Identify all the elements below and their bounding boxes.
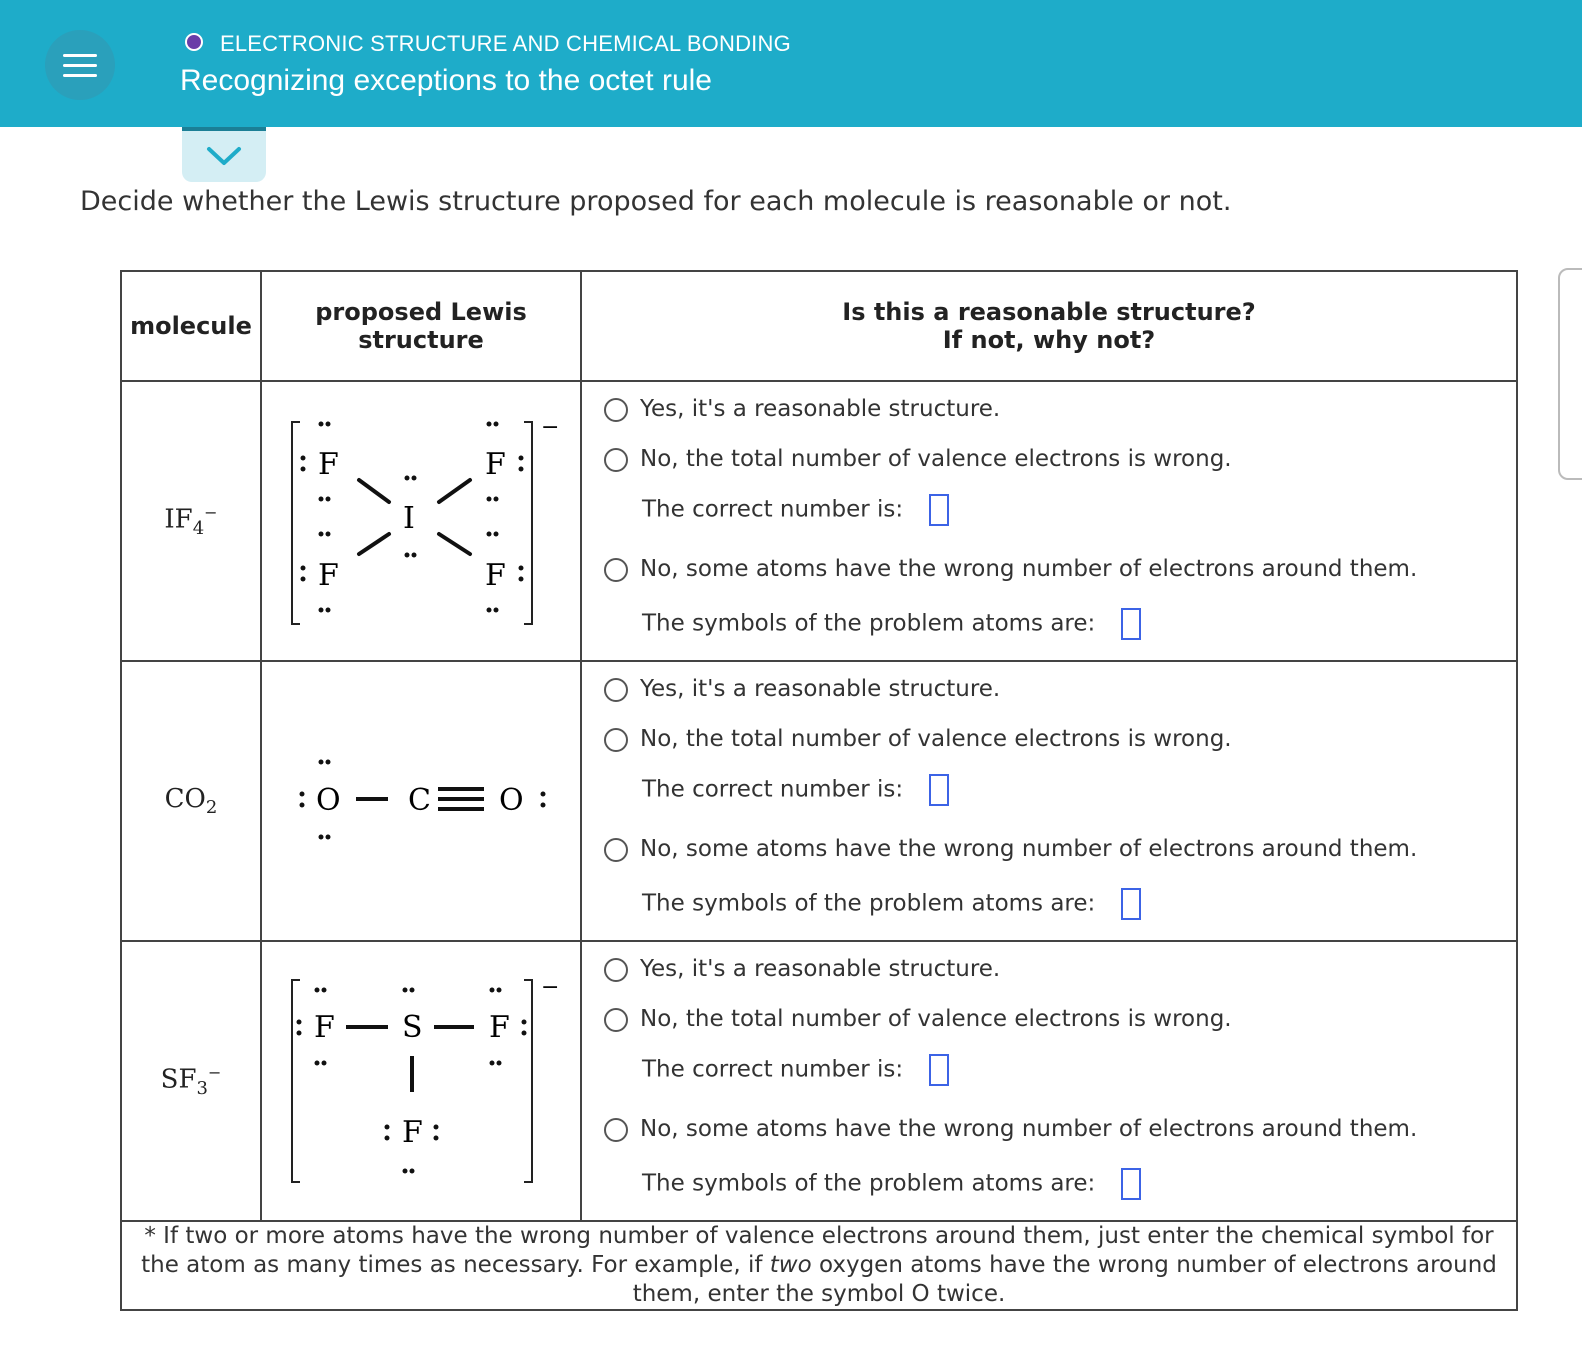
topic-label: ELECTRONIC STRUCTURE AND CHEMICAL BONDING (220, 31, 791, 56)
svg-text:S: S (402, 1010, 423, 1045)
option-yes[interactable]: Yes, it's a reasonable structure. (604, 676, 1000, 702)
correct-number-row: The correct number is: (642, 774, 949, 806)
svg-text:O: O (499, 783, 524, 818)
expand-toggle[interactable] (182, 127, 266, 182)
radio-wrong-atoms[interactable] (604, 558, 628, 582)
option-wrong-total[interactable]: No, the total number of valence electrons is wrong. (604, 726, 1232, 752)
radio-yes[interactable] (604, 678, 628, 702)
side-panel-edge[interactable] (1558, 268, 1582, 480)
option-wrong-atoms[interactable]: No, some atoms have the wrong number of electrons around them. (604, 836, 1417, 862)
topic-status-icon (185, 33, 203, 51)
molecule-formula: $SF_3^-$ (121, 941, 261, 1221)
col-header-question: Is this a reasonable structure? If not, why not? (581, 271, 1517, 381)
radio-wrong-total[interactable] (604, 448, 628, 472)
option-wrong-atoms[interactable]: No, some atoms have the wrong number of electrons around them. (604, 1116, 1417, 1142)
svg-text:F: F (314, 1010, 335, 1045)
footnote: * If two or more atoms have the wrong number of valence electrons around them, just enter the chemical symbol for the atom as many times as necessary. For example, if two oxygen atoms have the wrong number of electrons around them, enter the symbol O twice. (121, 1221, 1517, 1310)
answer-cell (581, 381, 1517, 661)
problem-atoms-row: The symbols of the problem atoms are: (642, 1168, 1141, 1200)
option-wrong-total[interactable]: No, the total number of valence electrons is wrong. (604, 446, 1232, 472)
header-bar (0, 0, 1582, 127)
radio-wrong-atoms[interactable] (604, 1118, 628, 1142)
lewis-structure (261, 661, 581, 941)
molecule-formula: $CO_2$ (121, 661, 261, 941)
hamburger-icon (63, 54, 97, 57)
correct-number-row: The correct number is: (642, 494, 949, 526)
problem-atoms-row: The symbols of the problem atoms are: (642, 608, 1141, 640)
svg-text:F: F (489, 1010, 510, 1045)
answer-cell (581, 941, 1517, 1221)
radio-wrong-total[interactable] (604, 728, 628, 752)
col-header-molecule: molecule (121, 271, 261, 381)
radio-yes[interactable] (604, 398, 628, 422)
menu-button[interactable] (45, 30, 115, 100)
molecule-formula: $IF_4^-$ (121, 381, 261, 661)
correct-number-input[interactable] (929, 1054, 949, 1086)
col-header-lewis: proposed Lewis structure (261, 271, 581, 381)
svg-text:C: C (408, 783, 431, 818)
lewis-structure (261, 381, 581, 661)
svg-text:−: − (541, 415, 560, 440)
correct-number-row: The correct number is: (642, 1054, 949, 1086)
lewis-structure (261, 941, 581, 1221)
table-row (121, 381, 1517, 661)
problem-atoms-input[interactable] (1121, 888, 1141, 920)
table-row (121, 661, 1517, 941)
chevron-down-icon (206, 145, 242, 167)
answer-cell (581, 661, 1517, 941)
correct-number-input[interactable] (929, 494, 949, 526)
svg-text:O: O (316, 783, 341, 818)
radio-wrong-total[interactable] (604, 1008, 628, 1032)
footnote-row (121, 1221, 1517, 1310)
table-header-row (121, 271, 1517, 381)
problem-atoms-input[interactable] (1121, 608, 1141, 640)
problem-atoms-row: The symbols of the problem atoms are: (642, 888, 1141, 920)
option-wrong-atoms[interactable]: No, some atoms have the wrong number of electrons around them. (604, 556, 1417, 582)
svg-text:F: F (485, 447, 506, 482)
lewis-diagram-co2 (262, 662, 580, 936)
problem-atoms-input[interactable] (1121, 1168, 1141, 1200)
lewis-diagram-if4 (262, 382, 580, 656)
table-row (121, 941, 1517, 1221)
radio-yes[interactable] (604, 958, 628, 982)
page-title: Recognizing exceptions to the octet rule (180, 64, 712, 97)
correct-number-input[interactable] (929, 774, 949, 806)
option-yes[interactable]: Yes, it's a reasonable structure. (604, 396, 1000, 422)
svg-text:I: I (403, 501, 415, 536)
radio-wrong-atoms[interactable] (604, 838, 628, 862)
question-table (120, 270, 1518, 1311)
svg-text:F: F (485, 558, 506, 593)
svg-text:F: F (402, 1115, 423, 1150)
lewis-diagram-sf3 (262, 942, 580, 1216)
svg-text:F: F (318, 447, 339, 482)
option-wrong-total[interactable]: No, the total number of valence electrons is wrong. (604, 1006, 1232, 1032)
svg-text:−: − (541, 975, 560, 1000)
svg-text:F: F (318, 558, 339, 593)
question-prompt: Decide whether the Lewis structure proposed for each molecule is reasonable or not. (80, 186, 1232, 217)
option-yes[interactable]: Yes, it's a reasonable structure. (604, 956, 1000, 982)
